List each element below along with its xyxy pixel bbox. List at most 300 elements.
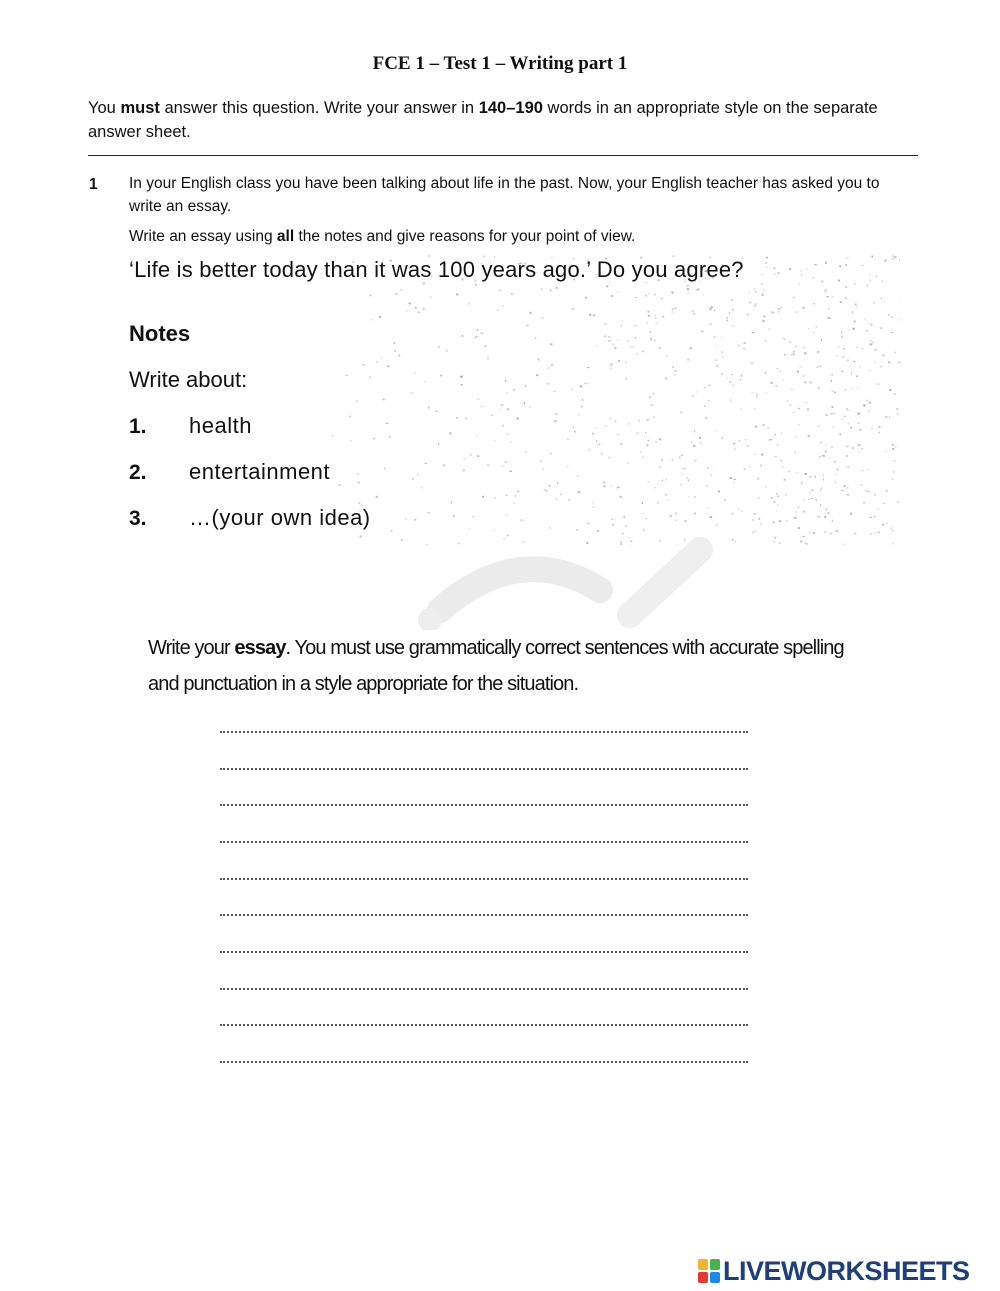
speckle-dot — [869, 370, 871, 371]
speckle-dot — [761, 465, 762, 467]
speckle-dot — [697, 289, 699, 291]
speckle-dot — [749, 466, 750, 467]
speckle-dot — [507, 409, 509, 411]
question-text: In your English class you have been talking about life in the past. Now, your English teacher has asked you to write an essay. — [129, 175, 880, 215]
speckle-dot — [369, 295, 371, 297]
speckle-dot — [665, 479, 667, 481]
speckle-dot — [820, 504, 821, 506]
speckle-dot — [858, 445, 861, 447]
answer-line[interactable] — [220, 1061, 748, 1063]
speckle-dot — [722, 337, 723, 338]
speckle-dot — [766, 266, 768, 267]
speckle-dot — [465, 418, 467, 420]
speckle-dot — [809, 532, 811, 534]
speckle-dot — [892, 479, 893, 480]
speckle-dot — [687, 477, 688, 479]
speckle-dot — [648, 481, 649, 482]
answer-line[interactable] — [220, 988, 748, 990]
speckle-dot — [415, 372, 416, 373]
speckle-dot — [647, 311, 649, 313]
speckle-dot — [726, 317, 728, 319]
speckle-dot — [841, 370, 843, 372]
speckle-dot — [870, 533, 872, 534]
speckle-dot — [721, 351, 723, 353]
speckle-dot — [612, 344, 613, 346]
speckle-dot — [892, 448, 894, 450]
speckle-dot — [688, 479, 689, 481]
speckle-dot — [645, 432, 646, 433]
speckle-dot — [755, 530, 756, 532]
speckle-dot — [527, 325, 529, 326]
speckle-dot — [730, 399, 731, 401]
speckle-dot — [691, 441, 692, 443]
speckle-dot — [505, 462, 508, 463]
speckle-dot — [754, 289, 755, 291]
speckle-dot — [428, 512, 431, 513]
speckle-dot — [836, 530, 838, 532]
speckle-dot — [481, 332, 483, 334]
speckle-dot — [799, 424, 800, 425]
speckle-dot — [754, 408, 756, 410]
speckle-dot — [704, 387, 705, 388]
answer-line[interactable] — [220, 951, 748, 953]
speckle-dot — [771, 439, 773, 440]
speckle-dot — [421, 487, 423, 488]
speckle-dot — [351, 440, 352, 441]
speckle-dot — [733, 443, 735, 444]
speckle-dot — [346, 375, 348, 376]
speckle-dot — [805, 473, 807, 475]
speckle-dot — [687, 359, 688, 361]
speckle-dot — [675, 307, 677, 309]
speckle-dot — [793, 297, 795, 298]
speckle-dot — [897, 414, 898, 415]
speckle-dot — [610, 368, 612, 369]
speckle-dot — [675, 513, 677, 515]
speckle-dot — [845, 389, 846, 390]
speckle-dot — [648, 293, 649, 294]
speckle-dot — [671, 292, 673, 294]
speckle-dot — [643, 456, 645, 458]
speckle-dot — [752, 332, 754, 333]
speckle-dot — [776, 510, 777, 512]
speckle-dot — [618, 291, 619, 292]
speckle-dot — [716, 430, 717, 431]
speckle-dot — [585, 297, 587, 299]
speckle-dot — [721, 374, 722, 376]
speckle-dot — [805, 542, 807, 543]
speckle-dot — [592, 502, 594, 503]
speckle-dot — [818, 366, 820, 367]
answer-line[interactable] — [220, 768, 748, 770]
speckle-dot — [838, 346, 839, 347]
speckle-dot — [891, 316, 893, 318]
note-number: 3. — [129, 507, 147, 530]
speckle-dot — [701, 331, 703, 332]
speckle-dot — [681, 455, 683, 456]
speckle-dot — [506, 392, 507, 394]
speckle-dot — [511, 441, 512, 443]
speckle-dot — [369, 377, 371, 379]
speckle-dot — [832, 391, 833, 392]
speckle-dot — [604, 323, 606, 325]
speckle-dot — [593, 506, 595, 508]
speckle-dot — [650, 331, 651, 333]
speckle-dot — [785, 339, 786, 341]
speckle-dot — [357, 474, 359, 475]
speckle-dot — [462, 335, 464, 337]
speckle-dot — [765, 486, 766, 488]
speckle-dot — [841, 332, 842, 334]
speckle-dot — [555, 287, 557, 289]
speckle-dot — [610, 485, 611, 486]
speckle-dot — [732, 309, 733, 311]
speckle-dot — [847, 466, 849, 468]
speckle-dot — [679, 456, 681, 458]
speckle-dot — [889, 389, 891, 391]
speckle-dot — [768, 427, 769, 429]
speckle-dot — [614, 347, 616, 349]
speckle-dot — [844, 416, 846, 417]
speckle-dot — [889, 417, 890, 419]
speckle-dot — [773, 522, 775, 523]
speckle-dot — [874, 362, 876, 363]
speckle-dot — [549, 485, 551, 486]
speckle-dot — [817, 366, 818, 368]
speckle-dot — [716, 345, 717, 346]
speckle-dot — [778, 272, 780, 274]
speckle-dot — [580, 385, 582, 387]
speckle-dot — [710, 307, 712, 309]
speckle-dot — [470, 454, 472, 456]
speckle-dot — [548, 368, 549, 369]
note-item-entertainment: entertainment — [189, 459, 331, 484]
speckle-dot — [710, 516, 713, 518]
speckle-dot — [801, 274, 802, 276]
speckle-dot — [893, 471, 895, 472]
speckle-dot — [738, 509, 740, 510]
question-number: 1 — [89, 176, 98, 193]
speckle-dot — [477, 329, 478, 331]
speckle-dot — [762, 320, 764, 322]
speckle-dot — [743, 348, 745, 350]
answer-line[interactable] — [220, 878, 748, 880]
question-instruction: Write an essay using all the notes and give reasons for your point of view. — [129, 228, 636, 245]
speckle-dot — [866, 330, 868, 331]
speckle-dot — [638, 420, 640, 422]
speckle-dot — [667, 355, 668, 357]
speckle-dot — [477, 455, 479, 457]
speckle-dot — [819, 456, 821, 458]
speckle-dot — [592, 433, 594, 435]
speckle-dot — [589, 449, 591, 451]
speckle-dot — [456, 293, 458, 295]
speckle-dot — [376, 496, 378, 498]
speckle-dot — [816, 500, 817, 502]
speckle-dot — [825, 445, 826, 446]
speckle-dot — [868, 410, 870, 412]
speckle-dot — [687, 285, 689, 286]
speckle-dot — [726, 320, 728, 322]
speckle-dot — [704, 405, 706, 407]
speckle-dot — [741, 375, 742, 377]
speckle-dot — [604, 336, 606, 338]
speckle-dot — [379, 316, 381, 318]
speckle-dot — [601, 453, 602, 455]
speckle-dot — [760, 523, 762, 525]
speckle-dot — [834, 392, 836, 394]
speckle-dot — [687, 288, 689, 290]
speckle-dot — [497, 309, 498, 311]
speckle-dot — [803, 347, 805, 348]
speckle-dot — [849, 409, 851, 410]
speckle-dot — [871, 428, 873, 430]
speckle-dot — [867, 469, 868, 471]
speckle-dot — [882, 281, 883, 282]
speckle-dot — [756, 394, 758, 396]
speckle-dot — [820, 489, 821, 491]
speckle-dot — [541, 318, 543, 319]
speckle-dot — [541, 289, 542, 290]
speckle-dot — [780, 460, 782, 461]
speckle-dot — [332, 435, 333, 436]
speckle-dot — [675, 370, 677, 372]
speckle-dot — [775, 456, 777, 457]
speckle-dot — [708, 385, 710, 387]
speckle-dot — [765, 372, 767, 374]
speckle-dot — [832, 296, 834, 297]
speckle-dot — [754, 305, 755, 307]
speckle-dot — [722, 357, 723, 358]
speckle-dot — [476, 336, 478, 337]
speckle-dot — [339, 485, 341, 486]
speckle-dot — [715, 360, 717, 362]
speckle-dot — [733, 385, 735, 386]
speckle-dot — [758, 497, 760, 499]
speckle-dot — [739, 440, 741, 441]
speckle-dot — [854, 321, 856, 323]
speckle-dot — [702, 294, 704, 295]
speckle-dot — [649, 396, 650, 398]
speckle-dot — [415, 307, 416, 309]
speckle-dot — [635, 297, 637, 298]
speckle-dot — [770, 382, 772, 384]
speckle-dot — [610, 418, 611, 420]
answer-line[interactable] — [220, 804, 748, 806]
essay-prompt: Write your essay. You must use grammatically correct sentences with accurate spelling and punctuation in a style appropriate for the situation. — [148, 637, 844, 695]
answer-line[interactable] — [220, 731, 748, 733]
speckle-dot — [578, 491, 580, 493]
speckle-dot — [672, 308, 674, 310]
speckle-dot — [438, 346, 439, 348]
speckle-dot — [841, 336, 842, 338]
speckle-dot — [837, 469, 840, 471]
speckle-dot — [752, 532, 753, 534]
speckle-dot — [628, 423, 630, 424]
faint-watermark-graphic — [400, 520, 740, 630]
speckle-dot — [572, 308, 574, 310]
speckle-dot — [796, 511, 797, 513]
speckle-dot — [510, 470, 512, 472]
speckle-dot — [847, 494, 849, 495]
speckle-dot — [852, 311, 853, 313]
speckle-dot — [517, 417, 519, 419]
speckle-dot — [436, 410, 438, 412]
speckle-dot — [610, 365, 611, 366]
speckle-dot — [879, 426, 881, 428]
speckle-dot — [428, 406, 429, 408]
speckle-dot — [805, 402, 807, 403]
speckle-dot — [794, 517, 796, 519]
speckle-dot — [783, 379, 784, 380]
speckle-dot — [661, 298, 662, 299]
answer-line[interactable] — [220, 841, 748, 843]
logo-grid-icon — [698, 1259, 720, 1283]
speckle-dot — [740, 379, 742, 380]
speckle-dot — [804, 381, 806, 383]
speckle-dot — [880, 366, 881, 367]
speckle-dot — [593, 315, 596, 317]
speckle-dot — [874, 494, 876, 496]
speckle-dot — [642, 351, 644, 352]
speckle-dot — [688, 496, 689, 498]
speckle-dot — [891, 332, 893, 333]
speckle-dot — [775, 273, 776, 275]
speckle-dot — [785, 494, 787, 495]
speckle-dot — [869, 280, 871, 281]
speckle-dot — [802, 307, 804, 308]
speckle-dot — [894, 460, 896, 462]
speckle-dot — [873, 302, 875, 303]
speckle-dot — [870, 274, 871, 276]
speckle-dot — [830, 413, 832, 414]
speckle-dot — [771, 497, 772, 499]
speckle-dot — [672, 311, 673, 313]
speckle-dot — [674, 374, 677, 375]
scan-speckle-texture — [330, 255, 900, 545]
speckle-dot — [762, 424, 765, 426]
speckle-dot — [502, 465, 504, 466]
speckle-dot — [818, 387, 820, 389]
speckle-dot — [749, 302, 751, 303]
speckle-dot — [818, 426, 819, 428]
note-number: 1. — [129, 415, 147, 438]
speckle-dot — [376, 361, 377, 363]
speckle-dot — [463, 470, 465, 472]
speckle-dot — [560, 494, 562, 495]
answer-line[interactable] — [220, 914, 748, 916]
speckle-dot — [697, 391, 699, 392]
speckle-dot — [694, 431, 695, 432]
speckle-dot — [782, 467, 784, 468]
speckle-dot — [710, 308, 712, 310]
speckle-dot — [858, 413, 860, 415]
speckle-dot — [839, 266, 841, 268]
speckle-dot — [813, 277, 814, 278]
speckle-dot — [680, 484, 682, 485]
speckle-dot — [373, 438, 375, 439]
note-number: 2. — [129, 461, 147, 484]
speckle-dot — [855, 304, 857, 306]
speckle-dot — [828, 512, 830, 514]
speckle-dot — [627, 340, 628, 342]
speckle-dot — [795, 311, 797, 313]
speckle-dot — [899, 319, 900, 321]
speckle-dot — [844, 485, 846, 487]
speckle-dot — [812, 489, 814, 491]
speckle-dot — [446, 350, 448, 352]
speckle-dot — [732, 374, 733, 375]
speckle-dot — [699, 437, 701, 439]
speckle-dot — [596, 346, 598, 347]
speckle-dot — [463, 458, 465, 459]
speckle-dot — [393, 342, 395, 344]
speckle-dot — [860, 366, 861, 368]
speckle-dot — [670, 515, 672, 517]
speckle-dot — [554, 420, 557, 422]
speckle-dot — [554, 391, 555, 392]
speckle-dot — [823, 479, 824, 481]
speckle-dot — [550, 289, 551, 291]
speckle-dot — [665, 494, 667, 495]
speckle-dot — [858, 451, 859, 453]
speckle-dot — [384, 468, 385, 470]
speckle-dot — [810, 382, 812, 384]
speckle-dot — [617, 340, 618, 341]
speckle-dot — [573, 426, 574, 428]
speckle-dot — [734, 448, 735, 450]
speckle-dot — [371, 319, 373, 320]
speckle-dot — [815, 476, 816, 477]
liveworksheets-logo — [698, 1255, 970, 1287]
speckle-dot — [832, 427, 833, 428]
speckle-dot — [615, 421, 617, 422]
speckle-dot — [872, 342, 874, 343]
speckle-dot — [567, 466, 568, 467]
speckle-dot — [784, 354, 785, 355]
speckle-dot — [832, 406, 834, 408]
speckle-dot — [867, 284, 868, 286]
note-item-health: health — [189, 413, 252, 438]
speckle-dot — [850, 427, 852, 429]
speckle-dot — [827, 296, 829, 298]
speckle-dot — [584, 383, 586, 384]
speckle-dot — [803, 375, 805, 377]
speckle-dot — [577, 475, 578, 477]
speckle-dot — [556, 413, 558, 415]
speckle-dot — [749, 292, 750, 293]
speckle-dot — [832, 520, 833, 522]
speckle-dot — [440, 375, 442, 377]
speckle-dot — [831, 446, 833, 447]
speckle-dot — [612, 295, 614, 297]
speckle-dot — [587, 367, 590, 368]
speckle-dot — [473, 516, 475, 517]
speckle-dot — [409, 302, 411, 304]
speckle-dot — [892, 542, 893, 544]
speckle-dot — [869, 323, 870, 325]
speckle-dot — [870, 341, 872, 342]
speckle-dot — [418, 312, 420, 313]
speckle-dot — [659, 467, 661, 468]
speckle-dot — [797, 371, 799, 373]
speckle-dot — [851, 388, 853, 390]
speckle-dot — [796, 472, 798, 473]
speckle-dot — [505, 380, 507, 382]
answer-line[interactable] — [220, 1024, 748, 1026]
speckle-dot — [608, 336, 610, 338]
speckle-dot — [475, 284, 477, 286]
